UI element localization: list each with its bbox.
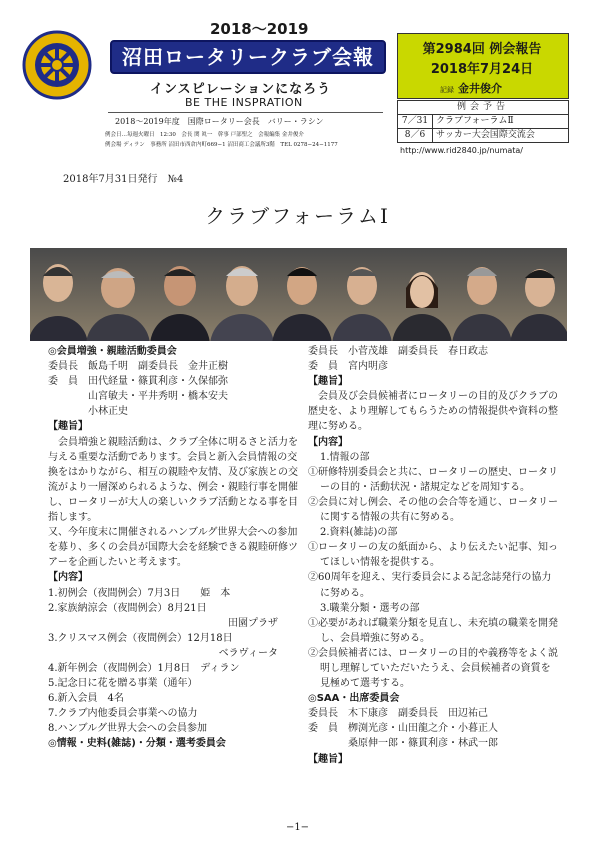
theme-english: BE THE INSPRATION: [185, 96, 303, 109]
list-item: ②60周年を迎え、実行委員会による記念誌発行の協力に努める。: [308, 572, 552, 599]
members-photo: [30, 248, 567, 341]
president-line: 2018〜2019年度 国際ロータリー会長 バリー・ラシン: [115, 117, 324, 126]
recorder-name: 金井俊介: [458, 82, 502, 95]
left-column: [48, 344, 298, 752]
report-number: 第2984回 例会報告: [422, 42, 542, 57]
subsection-heading: 1.情報の部: [320, 451, 370, 463]
section-heading: 【内容】: [48, 572, 88, 584]
list-item-venue: ベラヴィータ: [218, 647, 278, 659]
paragraph: 会員増強と親睦活動は、クラブ全体に明るさと活力を与える重要な活動であります。会員と新入会員情報の交換をはかりながら、相互の親睦や友情、及び家族との交流がより一層深められるような、例会・親睦行事を開催し、ロータリーが大人の楽しいクラブ活動となる事を目指します。: [48, 436, 298, 524]
section-heading: ◎SAA・出席委員会: [308, 693, 400, 705]
paragraph: 会員及び会員候補者にロータリーの目的及びクラブの歴史を、より理解してもらうための情報提供や資料の整理に努める。: [308, 391, 558, 433]
page-title: クラブフォーラムⅠ: [205, 204, 390, 228]
text-line: 委員長 木下康彦 副委員長 田辺祐己: [308, 708, 488, 720]
text-line: 委 員 宮内明彦: [308, 361, 388, 373]
list-item: ①研修特別委員会と共に、ロータリーの歴史、ロータリーの目的・活動状況・諸規定などを周知する。: [308, 466, 558, 493]
recorder-label: 記録: [440, 86, 454, 94]
meeting-schedule: [397, 100, 569, 143]
list-item: 8.ハンブルグ世界大会への会員参加: [48, 723, 207, 735]
issue-date: 2018年7月31日発行 №4: [63, 174, 184, 185]
schedule-row: [398, 115, 568, 129]
paragraph: 又、今年度末に開催されるハンブルグ世界大会への参加を募り、多くの会員が国際大会を経験できる親睦研修ツアーを企画したいと考えます。: [48, 527, 298, 569]
theme-japanese: インスピレーションになろう: [150, 82, 332, 97]
right-column: [308, 344, 558, 767]
report-date: 2018年7月24日: [430, 62, 534, 77]
section-heading: ◎会員増強・親睦活動委員会: [48, 346, 177, 357]
schedule-date: 8／6: [398, 129, 433, 142]
text-line: 委員長 小菅茂雄 副委員長 春日政志: [308, 346, 488, 357]
text-line: 小林正史: [88, 406, 128, 418]
schedule-title: 例会予告: [398, 101, 568, 115]
section-heading: 【趣旨】: [48, 421, 88, 433]
website-link[interactable]: http://www.rid2840.jp/numata/: [400, 146, 524, 155]
list-item: ①必要があれば職業分類を見直し、未充填の職業を開発し、会員増強に努める。: [308, 617, 558, 644]
header-divider: [108, 112, 383, 113]
schedule-text: クラブフォーラムⅡ: [436, 116, 514, 126]
list-item: ②会員に対し例会、その他の会合等を通じ、ロータリーに関する情報の共有に努める。: [308, 496, 558, 524]
list-item: 2.家族納涼会（夜間例会）8月21日: [48, 602, 207, 614]
list-item: ②会員候補者には、ロータリーの目的や義務等をよく説明し理解していただいたうえ、会員候補者の資質を見極めて選考する。: [308, 647, 558, 690]
text-line: 山宮敏夫・平井秀明・橋本安夫: [88, 391, 228, 403]
list-item: 6.新入会員 4名: [48, 693, 124, 705]
list-item: 1.初例会（夜間例会）7月3日 姫 本: [48, 587, 231, 599]
rotary-logo-icon: [22, 30, 92, 100]
section-heading: 【趣旨】: [308, 376, 348, 388]
text-line: 桑原伸一郎・篠貫利彦・林武一郎: [348, 738, 498, 750]
list-item: 3.クリスマス例会（夜間例会）12月18日: [48, 632, 233, 644]
text-line: 委 員 田代経量・篠貫利彦・久保郁弥: [48, 376, 228, 388]
recorder: [440, 80, 502, 96]
section-heading: ◎情報・史料(雑誌)・分類・選考委員会: [48, 738, 226, 750]
schedule-row: [398, 129, 568, 142]
club-info-line-2: 例会場 ディラン 事務所 沼田市西倉内町669−1 沼田商工会議所3階 TEL 0278−24−1177: [105, 142, 338, 148]
subsection-heading: 3.職業分類・選考の部: [320, 602, 420, 614]
list-item: 4.新年例会（夜間例会）1月8日 ディラン: [48, 662, 240, 674]
text-line: 委 員 栁渕光彦・山田龍之介・小暮正人: [308, 723, 498, 735]
section-heading: 【内容】: [308, 436, 348, 448]
list-item: 7.クラブ内他委員会事業への協力: [48, 708, 198, 720]
club-info-line-1: 例会日…毎週火曜日 12:30 会長 関 眞一 幹事 戸部聖之 会報編集 金井俊介: [105, 132, 304, 138]
list-item: ①ロータリーの友の紙面から、より伝えたい記事、知ってほしい情報を提供する。: [308, 542, 558, 569]
list-item-venue: 田園プラザ: [228, 617, 278, 629]
list-item: 5.記念日に花を贈る事業（通年）: [48, 678, 198, 690]
year-range: 2018〜2019: [210, 20, 309, 38]
masthead-title: 沼田ロータリークラブ会報: [110, 40, 386, 74]
section-heading: 【趣旨】: [308, 753, 348, 765]
page-number: −1−: [285, 822, 310, 833]
text-line: 委員長 飯島千明 副委員長 金井正樹: [48, 361, 228, 373]
subsection-heading: 2.資料(雑誌)の部: [320, 527, 398, 539]
schedule-text: サッカー大会国際交流会: [436, 130, 535, 140]
schedule-date: 7／31: [398, 115, 433, 128]
